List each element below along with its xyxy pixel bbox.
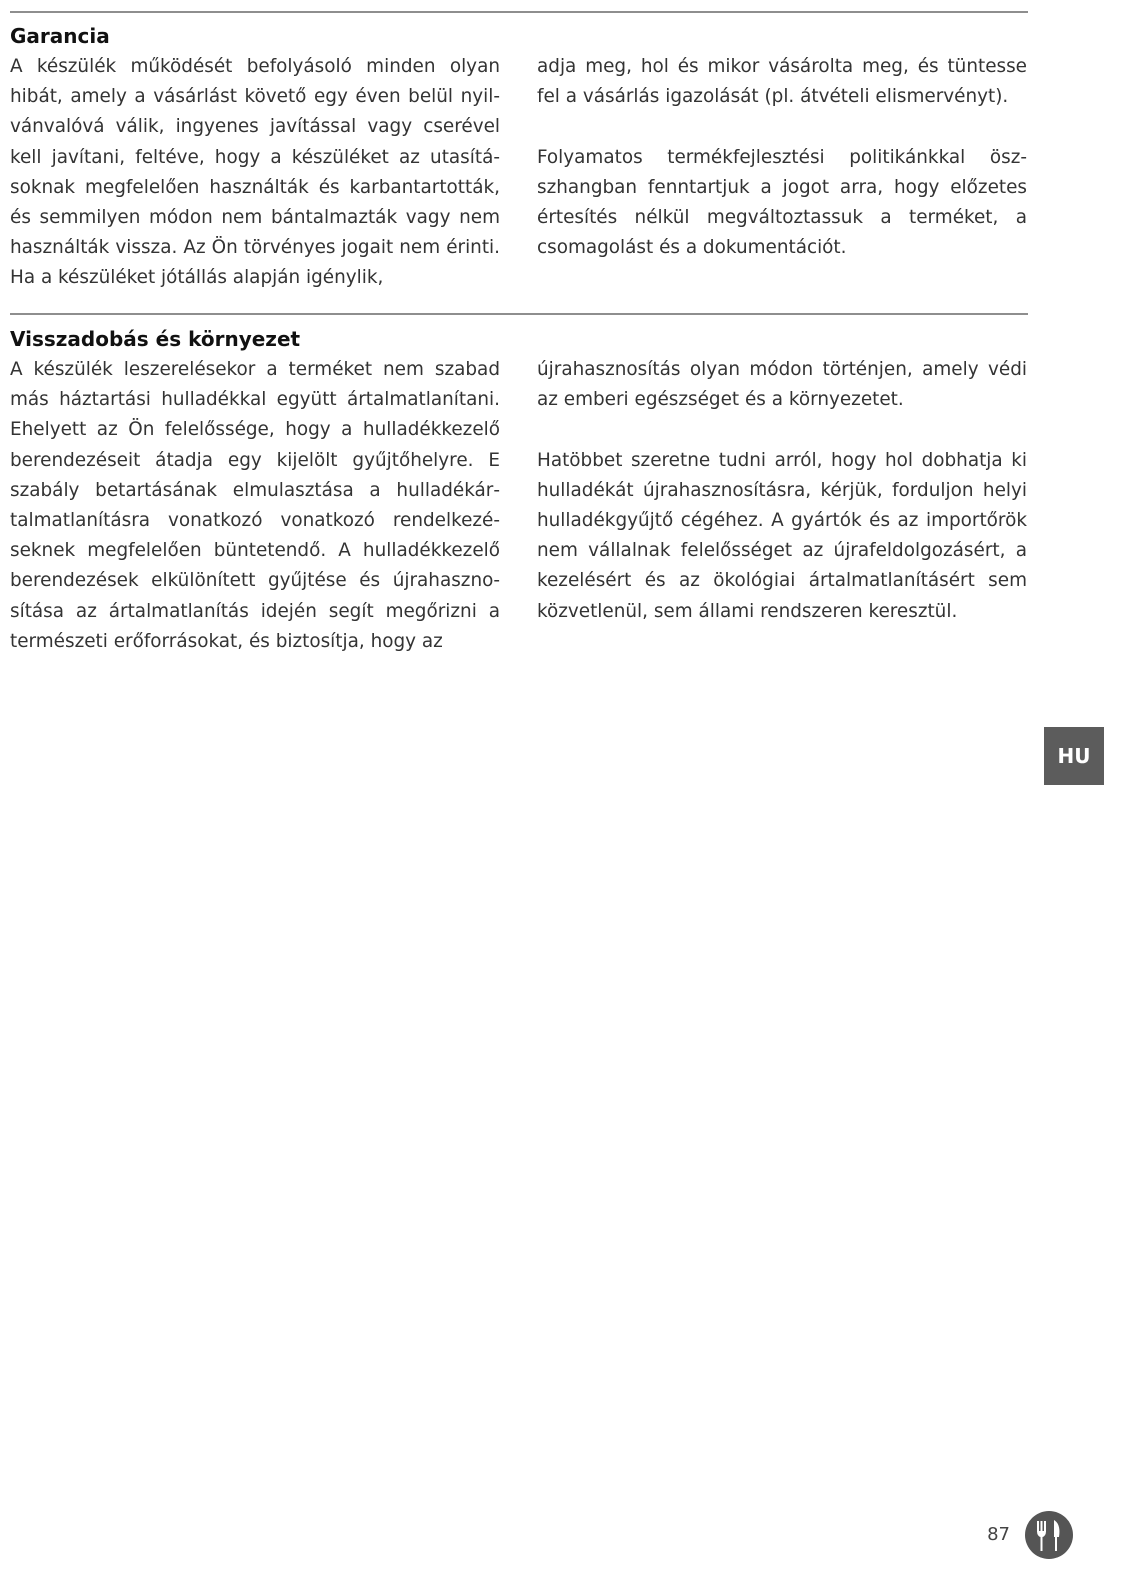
paragraph: Hatöbbet szeretne tudni arról, hogy hol dobhatja ki hulladékát újrahasznosításra, kérjük, forduljon helyi hulladékgyűjtő cégéhez. A gyártók és az importőrök nem vállalnak felelősséget az újrafeldolgozásért, a kezelésért és az ökológiai ártalmatlanításért sem közvetlenül, sem állami rendszeren keresztül.	[537, 449, 1027, 622]
section-divider-top	[10, 11, 1028, 13]
paragraph: újrahasznosítás olyan módon történjen, amely védi az emberi egészséget és a környezetet.	[537, 359, 1027, 411]
section-title-garancia: Garancia	[10, 24, 110, 48]
section-title-visszadobas: Visszadobás és környezet	[10, 327, 301, 351]
page-number: 87	[987, 1524, 1010, 1545]
language-tab-hu: HU	[1044, 727, 1104, 785]
paragraph: A készülék működését befolyásoló minden olyan hibát, amely a vásárlást követő egy éven belül nyilvánvalóvá válik, ingyenes javítással vagy cserével kell javítani, feltéve, hogy a készüléket az utasításoknak megfelelően használták és karbantartották, és semmilyen módon nem bántalmazták vagy nem használták vissza. Az Ön törvényes jogait nem érinti. Ha a készüléket jótállás alapján igénylik,	[10, 56, 500, 289]
section-divider-middle	[10, 313, 1028, 315]
visszadobas-left-column	[10, 355, 500, 657]
paragraph: A készülék leszerelésekor a terméket nem szabad más háztartási hulladékkal együtt ártalmatlanítani. Ehelyett az Ön felelőssége, hogy a hulladékkezelő berendezéseit átadja egy kijelölt gyűjtőhelyre. E szabály betartásának elmulasztása a hulladékártalmatlanításra vonatkozó vonatkozó rendelkezéseknek megfelelően büntetendő. A hulladékkezelő berendezések elkülönített gyűjtése és újrahasznosítása az ártalmatlanítás idején segít megőrizni a természeti erőforrásokat, és biztosítja, hogy az	[10, 359, 500, 652]
paragraph: Folyamatos termékfejlesztési politikánkkal öszszhangban fenntartjuk a jogot arra, hogy előzetes értesítés nélkül megváltoztassuk a terméket, a csomagolást és a dokumentációt.	[537, 146, 1027, 259]
cutlery-plate-icon	[1024, 1510, 1074, 1560]
paragraph: adja meg, hol és mikor vásárolta meg, és tüntesse fel a vásárlás igazolását (pl. átvételi elismervényt).	[537, 56, 1027, 108]
garancia-right-column	[537, 52, 1027, 263]
garancia-left-column	[10, 52, 500, 294]
visszadobas-right-column	[537, 355, 1027, 627]
